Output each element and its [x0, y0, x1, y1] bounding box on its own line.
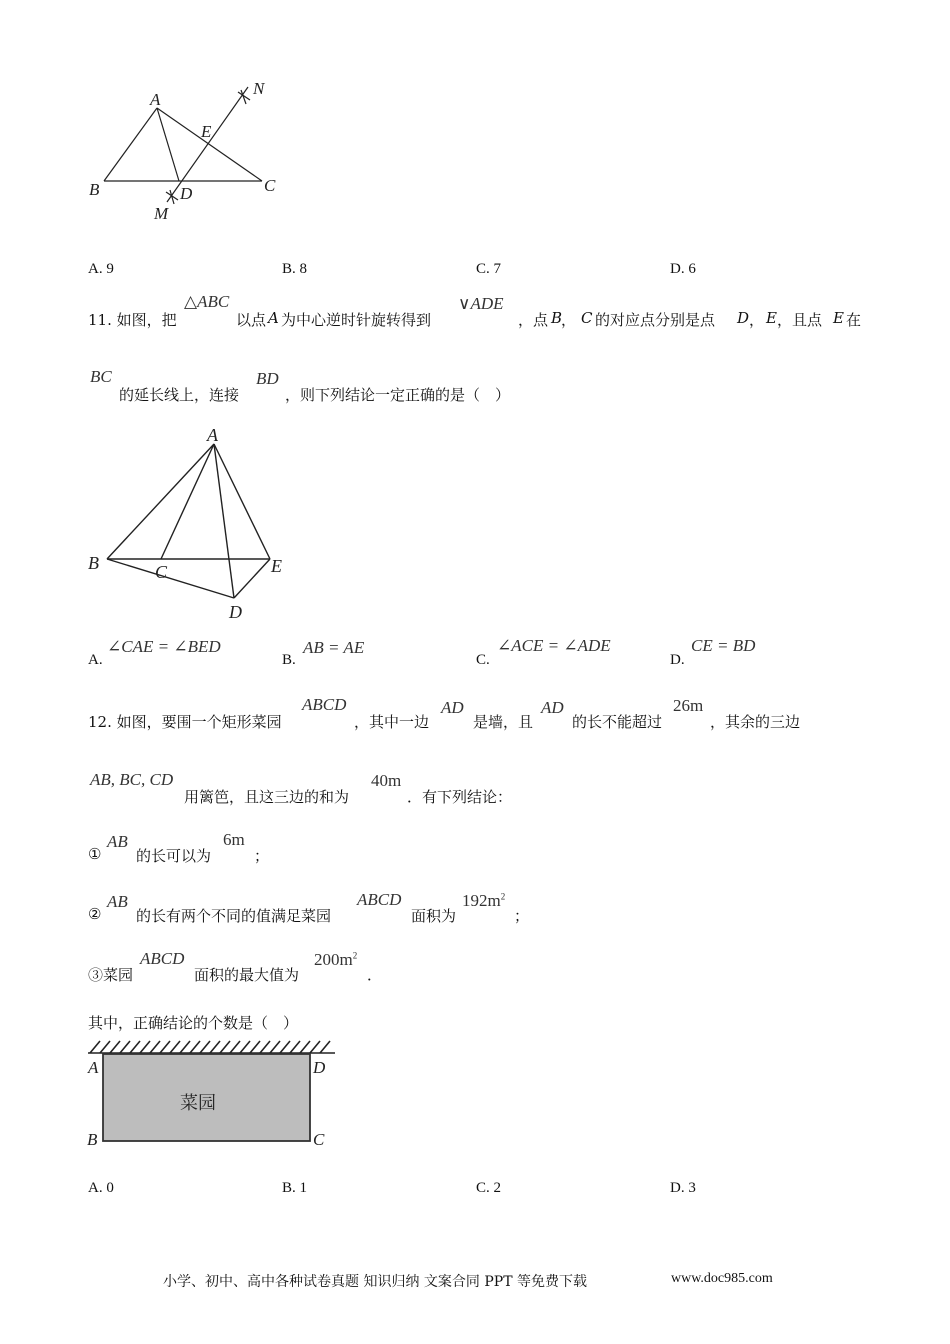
q11-comma-1: ，	[561, 311, 577, 329]
q11-option-b-letter: B.	[282, 652, 296, 668]
q12-option-c: C. 2	[476, 1180, 502, 1196]
q11-option-c-letter: C.	[476, 652, 490, 668]
q11-text-2: 为中心逆时针旋转得到	[281, 311, 432, 329]
label-e: E	[271, 556, 282, 576]
label-d: D	[180, 184, 193, 203]
q12-abcd: ABCD	[302, 695, 347, 714]
q12-conclusion-3-end: ．	[367, 966, 383, 984]
q12-conclusion-2-mark: ②	[88, 905, 102, 923]
q11-option-d-letter: D.	[670, 652, 685, 668]
figure-q10	[80, 70, 300, 230]
q10-option-b: B. 8	[282, 261, 308, 277]
q12-text-tail-1: ，其余的三边	[710, 713, 801, 731]
figure-q12	[84, 1035, 344, 1155]
segment-ad	[214, 444, 234, 598]
q12-conclusion-1-value: 6m	[223, 830, 245, 849]
q12-three-sides: AB, BC, CD	[90, 770, 174, 789]
q12-option-a: A. 0	[88, 1180, 114, 1196]
q11-option-c-expr: ∠ACE = ∠ADE	[497, 636, 611, 655]
label-b: B	[87, 1130, 98, 1149]
segment-ab	[104, 108, 157, 181]
q11-text-3a: ，点	[518, 311, 549, 329]
segment-ae	[214, 444, 270, 559]
q12-text-1: ，其中一边	[354, 713, 430, 731]
q11-text-4: 的延长线上，连接	[119, 386, 240, 404]
q12-conclusion-1-text: 的长可以为	[136, 847, 212, 865]
q12-ad-2: AD	[541, 698, 564, 717]
q12-conclusion-1-ab: AB	[107, 832, 128, 851]
q11-option-d-expr: CE = BD	[691, 636, 756, 655]
figure-q11	[80, 420, 310, 625]
q12-conclusion-2-end: ；	[514, 907, 530, 925]
q11-triangle-ade: ∨ADE	[458, 294, 504, 313]
label-b: B	[89, 180, 100, 199]
q11-point-d: D	[737, 309, 750, 327]
garden-label: 菜园	[180, 1093, 216, 1114]
label-a: A	[88, 1058, 99, 1077]
q12-question: 其中，正确结论的个数是（ ）	[88, 1014, 299, 1032]
q12-length-26: 26m	[673, 696, 704, 715]
footer-url[interactable]: www.doc985.com	[671, 1271, 773, 1286]
label-b: B	[88, 553, 99, 573]
q12-option-b: B. 1	[282, 1180, 308, 1196]
q12-conclusion-2-text-2: 面积为	[411, 907, 457, 925]
label-c: C	[155, 562, 168, 582]
q12-conclusion-2-text: 的长有两个不同的值满足菜园	[136, 907, 332, 925]
label-e: E	[201, 122, 212, 141]
q12-text-3: 的长不能超过	[572, 713, 663, 731]
q11-prefix: 11. 如图，把	[88, 311, 177, 329]
q11-text-3b: 的对应点分别是点	[595, 311, 716, 329]
q11-text-1: 以点	[236, 311, 267, 329]
q11-text-3c: ，且点	[777, 311, 823, 329]
wall-hatching	[90, 1041, 330, 1053]
q11-comma-2: ，	[749, 311, 765, 329]
q12-text-4: 用篱笆，且这三边的和为	[184, 788, 350, 806]
segment-bd	[107, 559, 234, 598]
q12-option-d: D. 3	[670, 1180, 696, 1196]
q12-conclusion-3-text: 面积的最大值为	[194, 966, 300, 984]
footer-text: 小学、初中、高中各种试卷真题 知识归纳 文案合同 PPT 等免费下载	[163, 1274, 587, 1290]
q12-conclusion-2-value: $192m^2$	[462, 891, 506, 910]
q10-option-c: C. 7	[476, 261, 502, 277]
q12-conclusion-2-abcd: ABCD	[357, 890, 402, 909]
q11-point-b: B	[551, 309, 563, 327]
label-a: A	[207, 425, 218, 445]
label-d: D	[313, 1058, 326, 1077]
q11-text-tail-1: 在	[846, 311, 862, 329]
label-c: C	[264, 176, 276, 195]
label-c: C	[313, 1130, 325, 1149]
segment-ab	[107, 444, 214, 559]
segment-ac	[161, 444, 214, 559]
q12-length-40: 40m	[371, 771, 402, 790]
label-d: D	[229, 602, 242, 622]
q11-triangle-abc: △ABC	[184, 292, 230, 311]
q12-conclusion-1-mark: ①	[88, 845, 102, 863]
segment-ed	[234, 559, 270, 598]
q11-bc: BC	[90, 367, 112, 386]
q12-conclusion-3-abcd: ABCD	[140, 949, 185, 968]
q12-prefix: 12. 如图，要围一个矩形菜园	[88, 713, 282, 731]
q11-text-tail-2: ，则下列结论一定正确的是（ ）	[285, 386, 511, 404]
q12-text-2: 是墙，且	[473, 713, 534, 731]
q11-bd: BD	[256, 369, 279, 388]
q10-option-d: D. 6	[670, 261, 696, 277]
q11-option-a-expr: ∠CAE = ∠BED	[107, 637, 221, 656]
label-m: M	[154, 204, 169, 223]
q12-conclusion-2-ab: AB	[107, 892, 128, 911]
q12-text-tail-2: ．有下列结论：	[407, 788, 513, 806]
q11-option-b-expr: AB = AE	[303, 638, 365, 657]
q12-ad: AD	[441, 698, 464, 717]
label-a: A	[150, 90, 161, 109]
q11-point-c: C	[581, 309, 593, 327]
segment-ad	[157, 108, 179, 181]
q11-point-e2: E	[833, 309, 844, 327]
q12-conclusion-3-mark: ③菜园	[88, 966, 134, 984]
label-n: N	[253, 79, 265, 98]
q11-option-a-letter: A.	[88, 652, 103, 668]
segment-ac	[157, 108, 262, 181]
q12-conclusion-1-end: ；	[254, 847, 270, 865]
q11-point-e: E	[766, 309, 777, 327]
q10-option-a: A. 9	[88, 261, 114, 277]
q12-conclusion-3-value: $200m^2$	[314, 950, 358, 969]
q11-point-a: A	[268, 309, 279, 327]
